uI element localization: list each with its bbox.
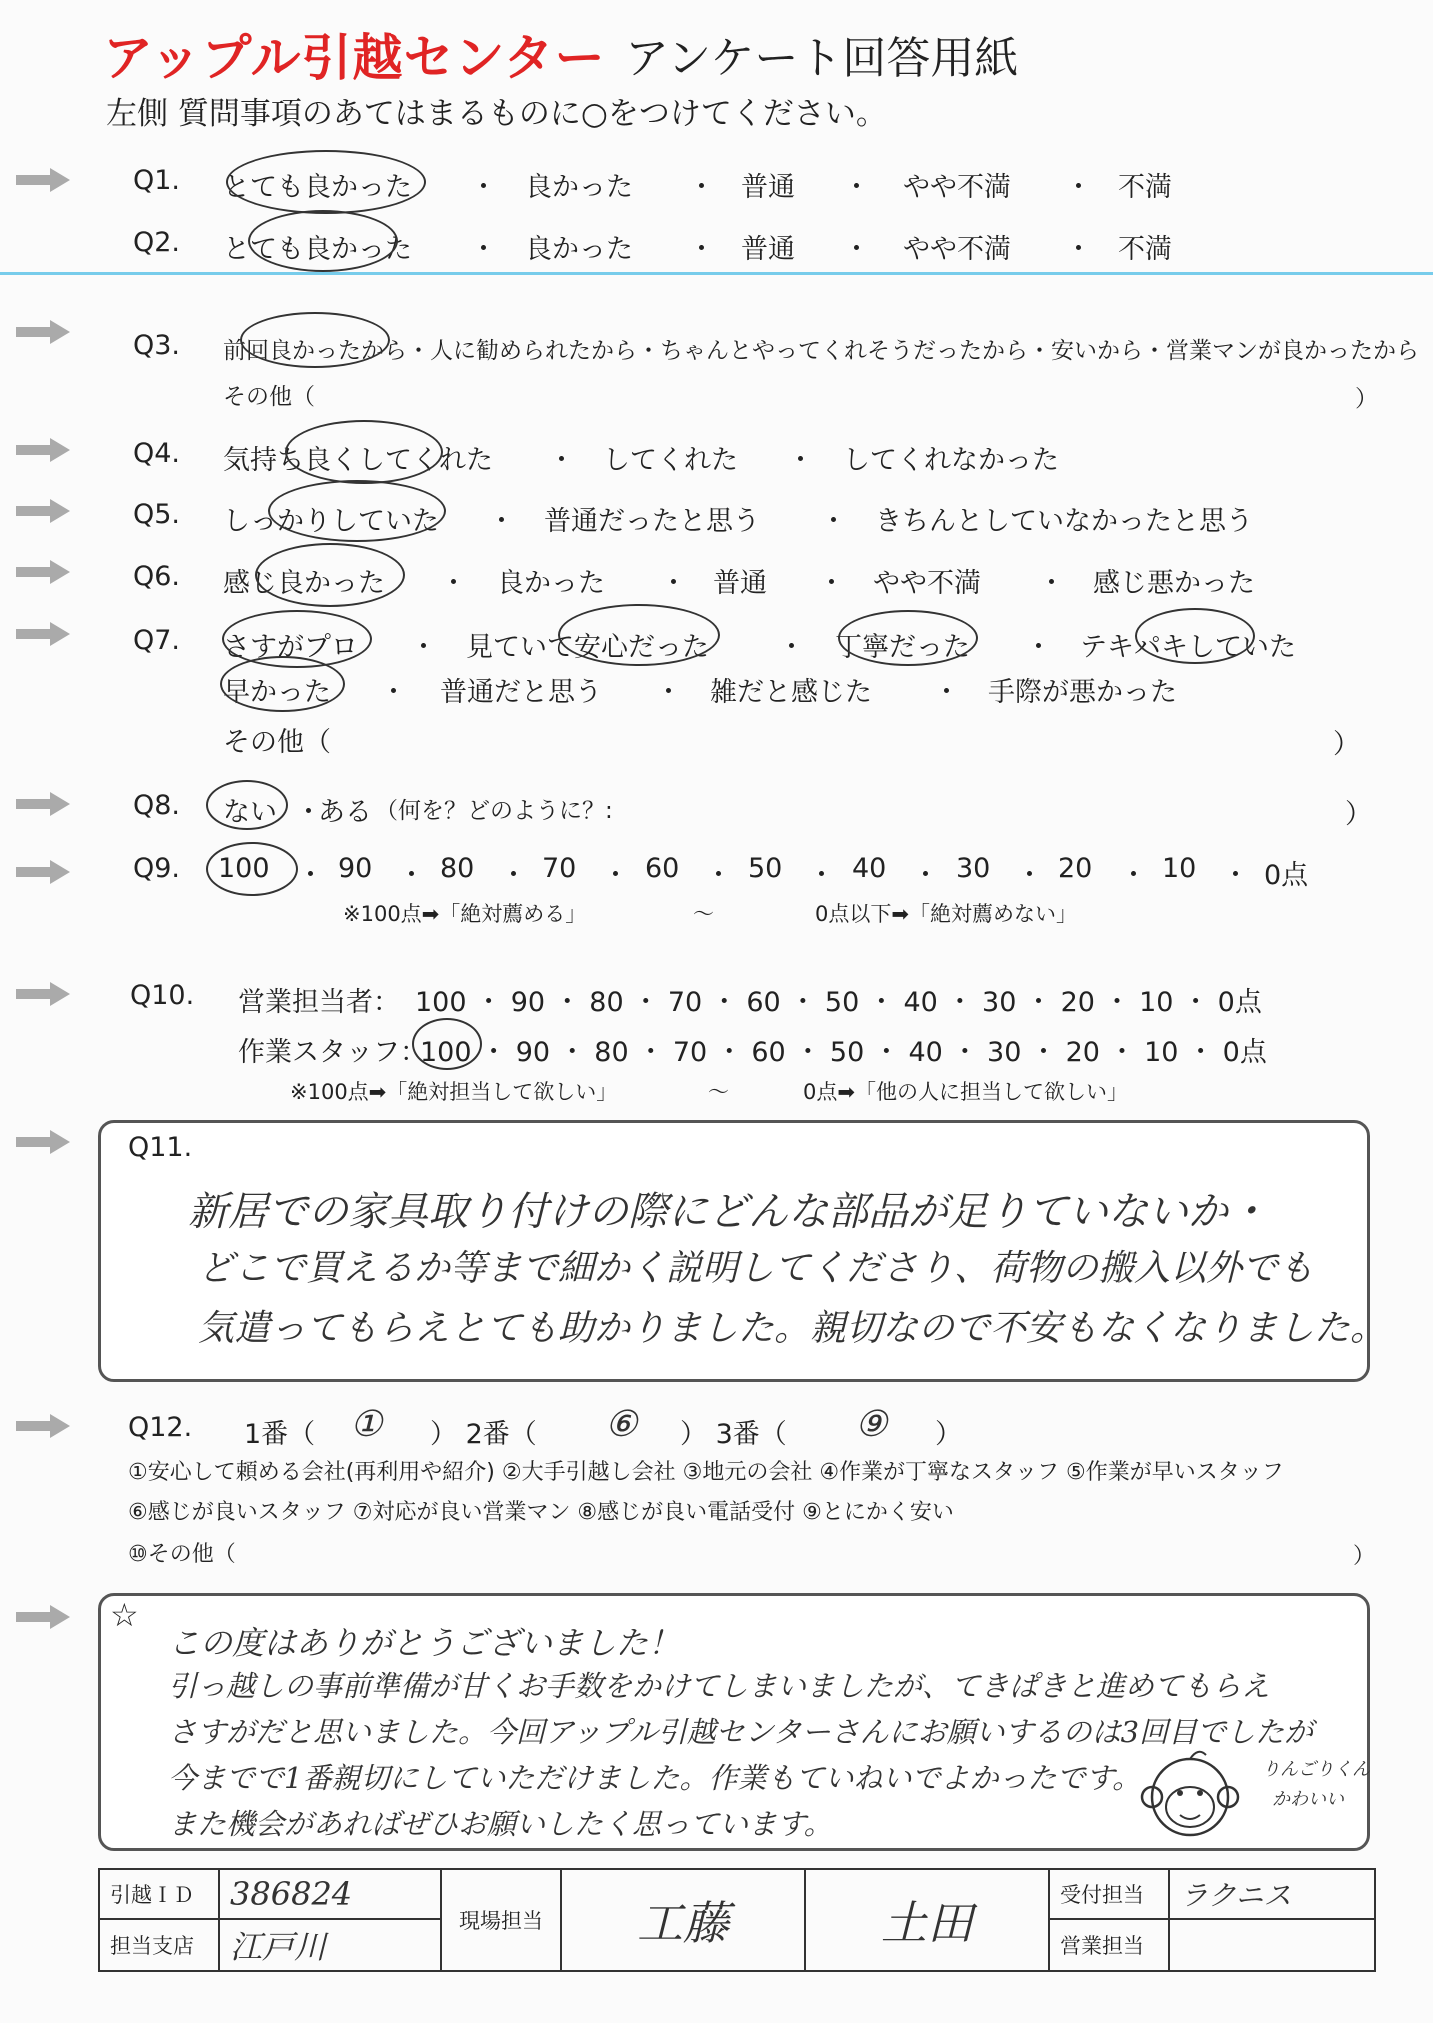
q6-sep: ・ [1038,568,1065,599]
q3-other: その他（ [223,384,315,410]
q2-sep: ・ [470,234,497,265]
q7-close: ） [1333,729,1360,760]
monkey-doodle-icon [1140,1745,1240,1849]
arrow-icon [14,558,72,586]
q3-answer-circle [240,312,390,368]
q5-opt-2[interactable]: 普通だったと思う [544,506,760,537]
q9-score-50[interactable]: 50 [748,853,783,884]
q9-sep: ・ [1120,860,1147,891]
q7-opt-6[interactable]: 普通だと思う [440,677,602,708]
q9-score-40[interactable]: 40 [852,853,887,884]
comment-line: 今までで1番親切にしていただけました。作業もていねいでよかったです。 [168,1761,1142,1795]
q6-answer-circle [255,543,405,607]
site-staff-2: 土田 [805,1869,1049,1971]
q9-answer-circle [206,842,298,896]
q7-answer-circle [1135,608,1255,664]
q9-sep: ・ [1222,860,1249,891]
arrow-icon [14,1128,72,1156]
q5-answer-circle [268,480,446,542]
q9-sep: ・ [398,860,425,891]
q10-staff-scale[interactable]: 100 ・ 90 ・ 80 ・ 70 ・ 60 ・ 50 ・ 40 ・ 30 ・ 20 ・ 10 ・ 0点 [420,1037,1267,1068]
q12-options-line2: ⑥感じが良いスタッフ ⑦対応が良い営業マン ⑧感じが良い電話受付 ⑨とにかく安い [128,1500,954,1525]
q12-third-answer[interactable]: ⑨ [855,1404,888,1445]
doodle-note: りんごりくん [1262,1759,1370,1780]
q9-score-60[interactable]: 60 [645,853,680,884]
q8-answer-circle [206,780,288,830]
q5-opt-3[interactable]: きちんとしていなかったと思う [875,506,1253,537]
q9-score-30[interactable]: 30 [956,853,991,884]
q12-first-answer[interactable]: ① [350,1404,383,1445]
q9-score-100[interactable]: 100 [218,853,270,884]
q5-label: Q5. [133,499,181,530]
q2-opt-1[interactable]: とても良かった [223,234,412,265]
q9-score-20[interactable]: 20 [1058,853,1093,884]
q10-label: Q10. [130,980,195,1011]
q4-label: Q4. [133,438,181,469]
q9-score-10[interactable]: 10 [1162,853,1197,884]
q9-sep: ・ [1016,860,1043,891]
site-staff-1: 工藤 [561,1869,805,1971]
instruction: 左側 質問事項のあてはまるものに○をつけてください。 [106,96,887,132]
q11-label: Q11. [128,1132,193,1163]
comment-line: さすがだと思いました。今回アップル引越センターさんにお願いするのは3回目でしたが [168,1715,1314,1749]
q11-answer-line: 新居での家具取り付けの際にどんな部品が足りていないか・ [188,1189,1268,1235]
q7-opt-8[interactable]: 手際が悪かった [988,677,1177,708]
q12-third-label: ） 3番（ [680,1419,787,1450]
q8-close: ） [1345,799,1372,830]
q9-score-90[interactable]: 90 [338,853,373,884]
q1-label: Q1. [133,165,181,196]
q7-label: Q7. [133,625,181,656]
q2-answer-circle [248,210,398,272]
arrow-icon [14,1603,72,1631]
q10-note-right: 0点➡「他の人に担当して欲しい」 [803,1080,1128,1104]
doodle-note: かわいい [1272,1789,1344,1810]
reception-value: ラクニス [1169,1869,1375,1919]
q9-note-mid: 〜 [693,902,714,926]
q2-sep: ・ [1065,234,1092,265]
q6-opt-5[interactable]: 感じ悪かった [1093,568,1255,599]
branch-label: 担当支店 [99,1919,219,1971]
q9-score-70[interactable]: 70 [542,853,577,884]
q6-label: Q6. [133,561,181,592]
q9-note-left: ※100点➡「絶対薦める」 [343,902,587,926]
q2-opt-4[interactable]: やや不満 [903,234,1011,265]
q8-hint: （何を？どのように？: [375,798,613,824]
q2-label: Q2. [133,227,181,258]
q2-sep: ・ [688,234,715,265]
comment-line: この度はありがとうございました！ [168,1624,681,1662]
q10-note-left: ※100点➡「絶対担当して欲しい」 [290,1080,618,1104]
q9-sep: ・ [297,860,324,891]
q12-options-line1: ①安心して頼める会社(再利用や紹介) ②大手引越し会社 ③地元の会社 ④作業が丁寧なスタッフ ⑤作業が早いスタッフ [128,1460,1284,1485]
q5-opt-1[interactable]: しっかりしていた [223,506,439,537]
move-id-label: 引越ＩＤ [99,1869,219,1919]
q2-opt-2[interactable]: 良かった [525,234,633,265]
q7-sep: ・ [1025,632,1052,663]
q3-close: ） [1355,386,1378,412]
arrow-icon [14,858,72,886]
q7-sep: ・ [380,677,407,708]
q1-opt-2[interactable]: 良かった [525,172,633,203]
q1-answer-circle [226,150,426,214]
q7-opt-1[interactable]: さすがプロ [223,632,358,663]
arrow-icon [14,1412,72,1440]
q4-opt-1[interactable]: 気持ち良くしてくれた [223,445,493,476]
q2-opt-5[interactable]: 不満 [1118,234,1172,265]
q11-answer-line: どこで買えるか等まで細かく説明してくださり、荷物の搬入以外でも [198,1248,1315,1289]
q2-sep: ・ [843,234,870,265]
q10-staff-label: 作業スタッフ： [238,1037,427,1068]
scan-fold-line [0,272,1433,275]
q10-note-mid: 〜 [708,1080,729,1104]
q12-first-label: 1番（ [244,1419,316,1450]
arrow-icon [14,980,72,1008]
arrow-icon [14,166,72,194]
q1-opt-5[interactable]: 不満 [1118,172,1172,203]
q4-opt-3[interactable]: してくれなかった [843,445,1059,476]
q3-label: Q3. [133,330,181,361]
q9-label: Q9. [133,853,181,884]
q8-sep: ・ [295,797,322,828]
q2-opt-3[interactable]: 普通 [741,234,795,265]
q9-sep: ・ [705,860,732,891]
reception-label: 受付担当 [1049,1869,1169,1919]
q4-answer-circle [285,420,443,484]
q7-answer-circle [558,604,720,666]
q10-sales-scale[interactable]: 100 ・ 90 ・ 80 ・ 70 ・ 60 ・ 50 ・ 40 ・ 30 ・ 20 ・ 10 ・ 0点 [415,987,1262,1018]
q1-opt-3[interactable]: 普通 [741,172,795,203]
q9-sep: ・ [500,860,527,891]
q7-answer-circle [838,610,978,666]
q7-opt-5[interactable]: 早かった [223,677,331,708]
q7-opt-7[interactable]: 雑だと感じた [710,677,872,708]
q6-opt-3[interactable]: 普通 [713,568,767,599]
q7-sep: ・ [778,632,805,663]
arrow-icon [14,497,72,525]
q8-opt-none[interactable]: ない [223,797,277,828]
q1-sep: ・ [688,172,715,203]
sales-value [1169,1919,1375,1971]
q6-opt-2[interactable]: 良かった [497,568,605,599]
site-staff-label: 現場担当 [441,1869,561,1971]
q12-second-answer[interactable]: ⑥ [605,1404,638,1445]
q7-opt-2[interactable]: 見ていて安心だった [466,632,709,663]
brand-title: アップル引越センター [103,29,606,87]
arrow-icon [14,620,72,648]
q7-sep: ・ [410,632,437,663]
branch-value: 江戸川 [219,1919,441,1971]
q6-sep: ・ [660,568,687,599]
q9-score-80[interactable]: 80 [440,853,475,884]
star-icon: ☆ [110,1596,139,1634]
q9-sep: ・ [808,860,835,891]
q1-opt-4[interactable]: やや不満 [903,172,1011,203]
q7-opt-3[interactable]: 丁寧だった [835,632,970,663]
arrow-icon [14,436,72,464]
q10-answer-circle [412,1018,482,1070]
q4-opt-2[interactable]: してくれた [603,445,738,476]
move-id-value: 386824 [219,1869,441,1919]
q1-opt-1[interactable]: とても良かった [223,172,412,203]
q3-options[interactable]: 前回良かったから・人に勧められたから・ちゃんとやってくれそうだったから・安いから・営業マンが良かったから [223,338,1419,364]
comment-line: また機会があればぜひお願いしたく思っています。 [168,1807,833,1841]
q1-sep: ・ [470,172,497,203]
q8-label: Q8. [133,790,181,821]
q11-answer-line: 気遣ってもらえとても助かりました。親切なので不安もなくなりました。 [198,1308,1387,1349]
q5-sep: ・ [488,506,515,537]
comment-line: 引っ越しの事前準備が甘くお手数をかけてしまいましたが、てきぱきと進めてもらえ [168,1669,1271,1703]
q1-sep: ・ [1065,172,1092,203]
q4-sep: ・ [787,445,814,476]
q7-sep: ・ [933,677,960,708]
form-title: アンケート回答用紙 [625,33,1019,84]
q10-sales-label: 営業担当者： [238,987,400,1018]
q5-sep: ・ [820,506,847,537]
arrow-icon [14,790,72,818]
q9-note-right: 0点以下➡「絶対薦めない」 [815,902,1077,926]
q12-end: ） [935,1419,962,1450]
q1-sep: ・ [843,172,870,203]
q12-options-line3: ⑩その他（ [128,1542,236,1567]
q6-sep: ・ [818,568,845,599]
sales-label: 営業担当 [1049,1919,1169,1971]
q12-second-label: ） 2番（ [430,1419,537,1450]
arrow-icon [14,318,72,346]
q7-sep: ・ [655,677,682,708]
q6-opt-4[interactable]: やや不満 [873,568,981,599]
q9-score-0[interactable]: 0点 [1264,860,1309,891]
q7-other: その他（ [223,727,331,758]
q9-sep: ・ [602,860,629,891]
staff-info-table [98,1868,1376,1972]
q6-sep: ・ [440,568,467,599]
q7-answer-circle [220,656,345,712]
q12-close: ） [1353,1544,1376,1569]
q7-opt-4[interactable]: テキパキしていた [1080,632,1296,663]
q12-label: Q12. [128,1412,193,1443]
q8-opt-some[interactable]: ある [318,797,372,828]
q9-sep: ・ [912,860,939,891]
q4-sep: ・ [548,445,575,476]
q6-opt-1[interactable]: 感じ良かった [223,568,385,599]
